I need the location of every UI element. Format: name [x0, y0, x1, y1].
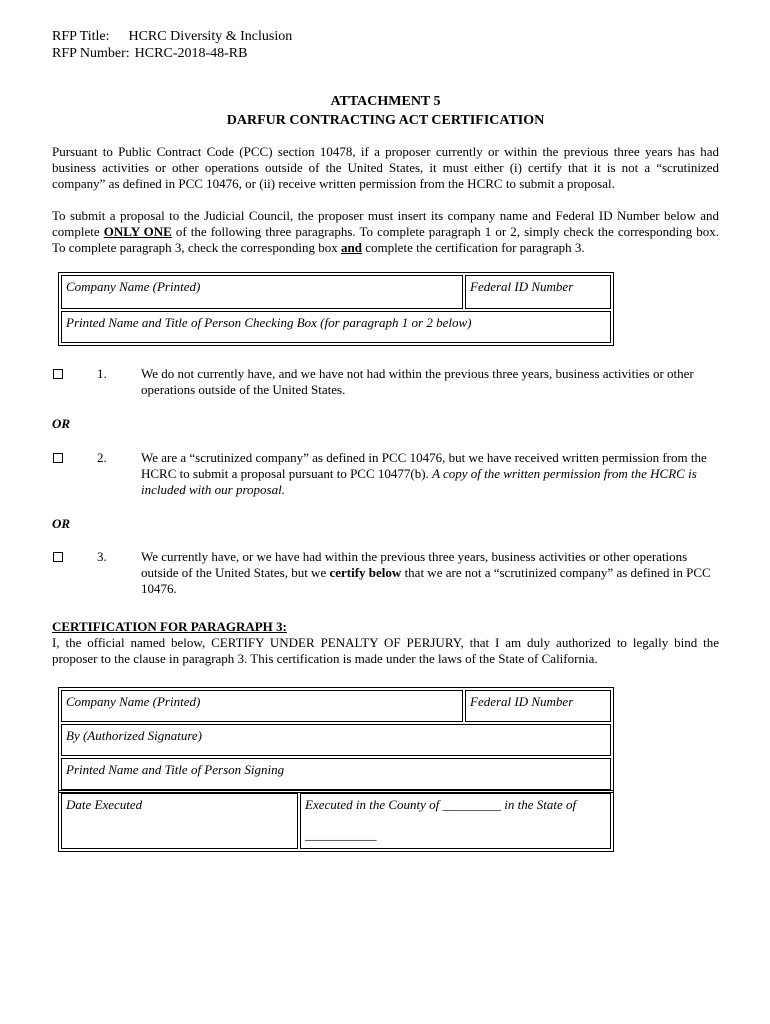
option-2-text-a: We are a “scrutinized company” as defined in PCC 10476, but we have received written permission from the HCRC to submit a proposal pursuant to PCC 10477(b). [141, 450, 707, 481]
option-3-text-c: that we are not a “scrutinized company” as defined in PCC 10476. [141, 565, 711, 596]
checking-person-label: Printed Name and Title of Person Checking Box (for paragraph 1 or 2 below) [66, 315, 472, 330]
signer-name-field[interactable] [61, 758, 611, 790]
execution-table [58, 790, 614, 852]
intro-p2-text-c: of the following three paragraphs. To complete paragraph 1 or 2, simply check the corresponding box. To complete paragraph 3, check the corresponding box [52, 224, 720, 255]
certification-table [58, 687, 614, 793]
cert-company-name-label: Company Name (Printed) [66, 694, 201, 709]
rfp-title-value: HCRC Diversity & Inclusion [128, 29, 293, 44]
document-title [52, 92, 719, 130]
rfp-title-label: RFP Title: [52, 29, 110, 44]
company-info-table [58, 272, 614, 346]
authorized-signature-field[interactable] [61, 724, 611, 756]
rfp-title-line [52, 28, 719, 45]
intro-paragraph-2 [52, 208, 719, 256]
intro-p2-text-a: To submit a proposal to the Judicial Council, the proposer must insert its company name and Federal ID Number below and complete [52, 208, 719, 239]
or-separator-1: OR [52, 416, 71, 431]
signer-name-label: Printed Name and Title of Person Signing [66, 762, 285, 777]
cert-federal-id-label: Federal ID Number [470, 694, 574, 709]
option-3 [52, 549, 719, 597]
rfp-number-value: HCRC-2018-48-RB [134, 46, 248, 61]
option-3-text-a: We currently have, or we have had within the previous three years, business activities or other operations outside of the United States, but we [141, 549, 688, 580]
option-2 [52, 450, 719, 498]
title-line-1: ATTACHMENT 5 [330, 94, 441, 109]
cert-federal-id-field[interactable] [465, 690, 611, 722]
certify-below-emphasis: certify below [329, 565, 402, 580]
option-1-number: 1. [97, 366, 107, 381]
option-2-checkbox[interactable] [53, 453, 63, 463]
rfp-number-label: RFP Number: [52, 46, 130, 61]
county-state-line-2: ___________ [305, 827, 377, 842]
option-1 [52, 366, 719, 398]
date-executed-label: Date Executed [66, 797, 143, 812]
rfp-number-line [52, 45, 719, 62]
option-2-text-italic: A copy of the written permission from the HCRC is included with our proposal. [141, 466, 697, 497]
authorized-signature-label: By (Authorized Signature) [66, 728, 202, 743]
option-1-text: We do not currently have, and we have not had within the previous three years, business activities or other operations outside of the United States. [141, 366, 694, 397]
or-separator-2: OR [52, 516, 71, 531]
company-name-field[interactable] [61, 275, 463, 309]
option-2-text [141, 450, 716, 498]
federal-id-field[interactable] [465, 275, 611, 309]
and-emphasis: and [340, 240, 362, 255]
option-3-number: 3. [97, 549, 107, 564]
option-2-number: 2. [97, 450, 107, 465]
intro-paragraph-1: Pursuant to Public Contract Code (PCC) section 10478, if a proposer currently or within the previous three years has had business activities or other operations outside of the United States, it must either (i) certify that it is not a “scrutinized company” as defined in PCC 10476, or (ii) receive written permission from the HCRC to submit a proposal. [52, 144, 719, 191]
certification-heading: CERTIFICATION FOR PARAGRAPH 3: [52, 619, 287, 634]
company-name-label: Company Name (Printed) [66, 279, 201, 294]
federal-id-label: Federal ID Number [470, 279, 574, 294]
option-1-checkbox[interactable] [53, 369, 63, 379]
option-3-checkbox[interactable] [53, 552, 63, 562]
county-state-line-1: Executed in the County of _________ in the State of [305, 797, 577, 812]
checking-person-field[interactable] [61, 311, 611, 343]
document-page [52, 28, 719, 852]
title-line-2: DARFUR CONTRACTING ACT CERTIFICATION [226, 113, 545, 128]
county-state-field[interactable] [300, 793, 611, 849]
option-3-text [141, 549, 716, 597]
intro-p2-text-e: complete the certification for paragraph 3. [361, 240, 585, 255]
rfp-header [52, 28, 719, 62]
cert-company-name-field[interactable] [61, 690, 463, 722]
only-one-emphasis: ONLY ONE [103, 224, 172, 239]
date-executed-field[interactable] [61, 793, 298, 849]
certification-text: I, the official named below, CERTIFY UNDER PENALTY OF PERJURY, that I am duly authorized to legally bind the proposer to the clause in paragraph 3. This certification is made under the laws of the State of California. [52, 635, 719, 666]
